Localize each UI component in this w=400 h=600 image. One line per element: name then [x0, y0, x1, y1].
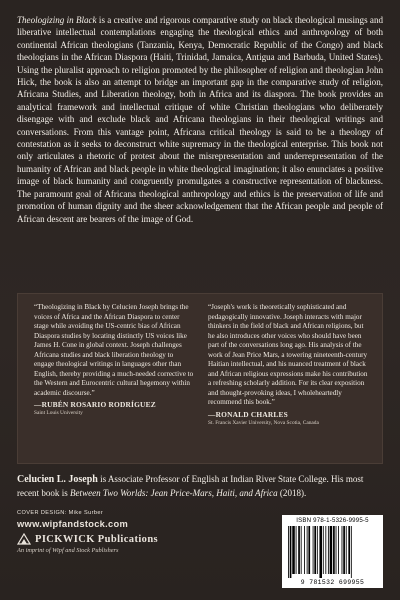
author-bio	[17, 473, 383, 499]
recent-book-title: Between Two Worlds: Jean Price-Mars, Haiti, and Africa	[70, 487, 278, 498]
endorsement-right	[208, 303, 368, 427]
book-description	[17, 14, 383, 225]
publisher-row	[17, 533, 237, 545]
endorsement-author: —RONALD CHARLES	[208, 410, 288, 420]
bio-text-end: (2018).	[277, 487, 307, 498]
author-name: Celucien L. Joseph	[17, 474, 98, 485]
book-title: Theologizing in Black	[17, 15, 97, 25]
publisher-name: PICKWICK Publications	[35, 533, 159, 545]
endorsement-author: —RUBÉN ROSARIO RODRÍGUEZ	[34, 400, 156, 410]
isbn-number: ISBN 978-1-5326-9995-5	[296, 517, 369, 524]
barcode-digits: 9 781532 699955	[300, 579, 365, 586]
barcode-icon	[286, 526, 379, 578]
description-text: is a creative and rigorous comparative study on black theological musings and liberative intellectual contemplations engaging the theological ethics and anthropology of both continental African theologians (Tanzania, Kenya, Democratic Republic of the Congo) and black theologians in the African Diaspora (Haiti, Trinidad, Jamaica, Antigua and Barbuda, United States). Using the pluralist approach to religion promoted by the philosopher of religion and theologian John Hick, the book is also an attempt to bridge an important gap in the comparative study of religion, Africana Studies, and Liberation theology, both in Africa and its diaspora. The book provides an analytical framework and intellectual critique of white Christian theologians who deliberately disengage with and exclude black and Africana theologians in their theological writings and conversations. From this vantage point, Africana critical theology is said to be a theology of contestation as it seeks to deconstruct white supremacy in the theological enterprise. This book not only articulates a rhetoric of protest about the misrepresentation and underrepresentation of the humanity of African and black people in white theological imagination; it also enunciates a positive image of black humanity and congruently promulgates a constructive representation of blackness. The paramount goal of Africana theological anthropology and ethics is the preservation of life and promotion of human dignity and the sheer acknowledgement that the African people and people of African descent are bearers of the image of God.	[17, 15, 383, 224]
cover-design-credit: COVER DESIGN: Mike Surber	[17, 510, 104, 516]
endorsement-text: “Joseph's work is theoretically sophisticated and pedagogically innovative. Joseph interacts with major thinkers in the field of black and African religions, but he also introduces other voices who should have been part of the conversations long ago. His analysis of the work of Jean Price Mars, a towering nineteenth-century Haitian intellectual, and his nuanced treatment of black and African religious expressions make his contribution a refreshing scholarly addition. For its clear exposition and thought-provoking ideas, I wholeheartedly recommend this book.”	[208, 303, 368, 407]
publisher-logo-icon	[17, 533, 31, 545]
endorsement-left	[34, 303, 194, 417]
publisher-imprint: An imprint of Wipf and Stock Publishers	[17, 547, 119, 554]
publisher-credits	[17, 510, 237, 554]
endorsement-text: “Theologizing in Black by Celucien Joseph brings the voices of Africa and the African Diaspora to center stage while avoiding the US-centric bias of African Diaspora studies by locating distinctly US voices like James H. Cone in global context. Joseph challenges Africana studies and black liberation theology to engage theological writings in languages other than English, thereby providing a much-needed corrective to the Western and Eurocentric cultural hegemony within academic discourse.”	[34, 303, 194, 397]
endorsement-affiliation: St. Francis Xavier University, Nova Scotia, Canada	[208, 419, 319, 426]
endorsement-affiliation: Saint Louis University	[34, 410, 83, 417]
barcode-label	[282, 515, 383, 588]
publisher-website: www.wipfandstock.com	[17, 519, 129, 529]
bio-text: is Associate Professor of English at Indian River State College. His most recent book is	[17, 474, 364, 498]
